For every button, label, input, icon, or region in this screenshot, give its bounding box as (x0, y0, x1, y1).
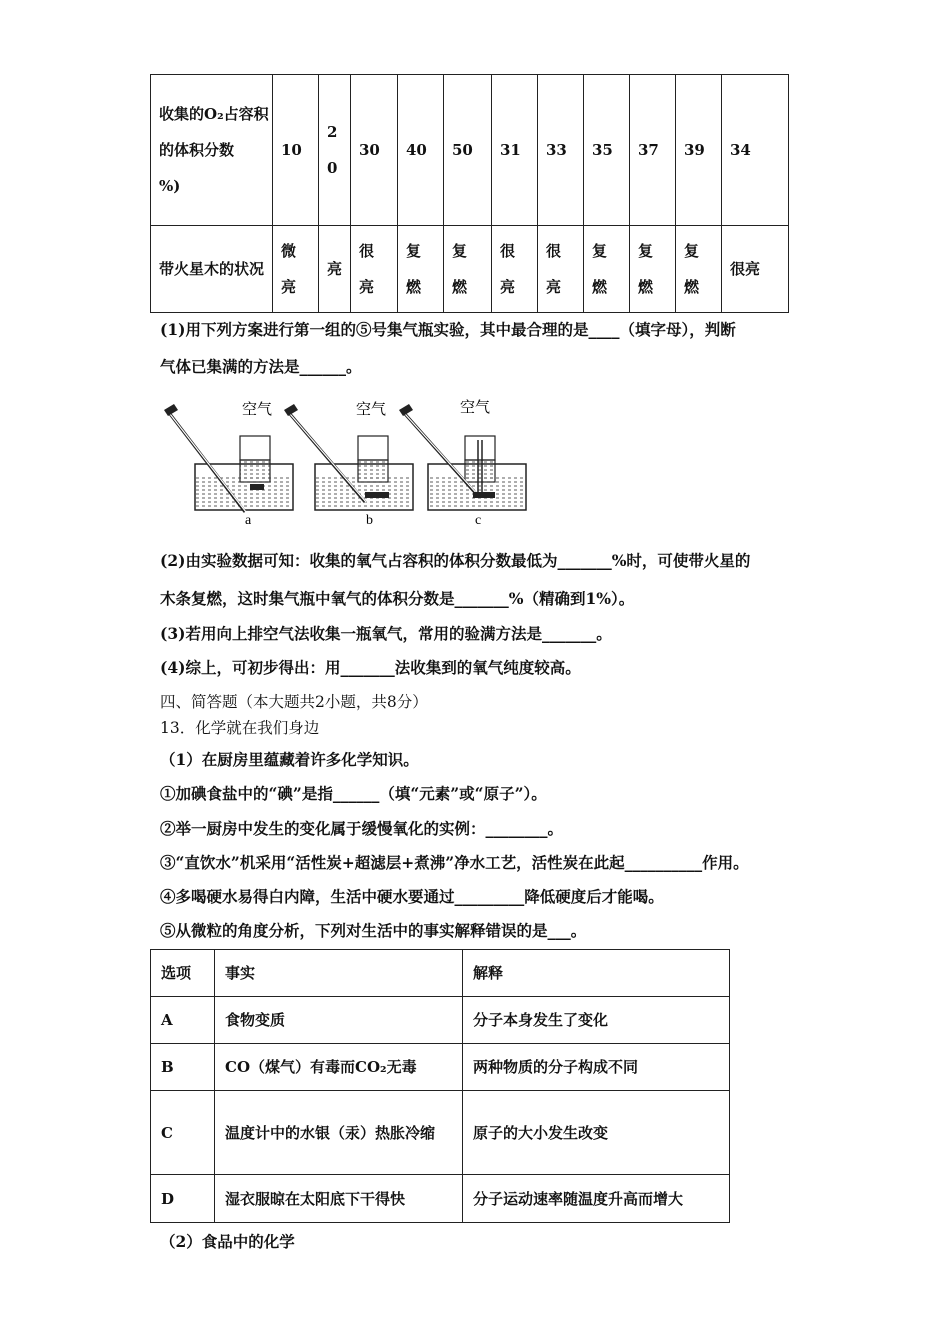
setup-label-b: b (366, 513, 373, 528)
setup-c (399, 398, 526, 528)
value-cell: 30 (351, 75, 398, 226)
air-label: 空气 (356, 401, 387, 418)
question-13-title: 13．化学就在我们身边 (160, 719, 320, 737)
status-cell: 复燃 (676, 226, 722, 313)
explain-cell: 原子的大小发生改变 (463, 1091, 730, 1175)
table-header-row (151, 950, 730, 997)
header-option: 选项 (151, 950, 215, 997)
row-label-line: 的体积分数 (159, 141, 235, 159)
status-cell: 很亮 (722, 226, 789, 313)
table-row (151, 1175, 730, 1223)
value-cell: 35 (584, 75, 630, 226)
fact-cell: 温度计中的水银（汞）热胀冷缩 (215, 1091, 463, 1175)
question-4: (4)综上，可初步得出：用_______法收集到的氧气纯度较高。 (160, 658, 581, 677)
oxygen-data-table (150, 74, 789, 313)
explain-cell: 分子本身发生了变化 (463, 997, 730, 1044)
sub-item-2: ②举一厨房中发生的变化属于缓慢氧化的实例：________。 (160, 819, 564, 838)
row-label-cell (151, 75, 273, 226)
table-row (151, 226, 789, 313)
status-cell: 亮 (319, 226, 351, 313)
sub-item-3: ③“直饮水”机采用“活性炭+超滤层+煮沸”净水工艺，活性炭在此起__________作用。 (160, 853, 749, 872)
question-2-line-2: 木条复燃，这时集气瓶中氧气的体积分数是_______%（精确到1%）。 (160, 589, 635, 608)
status-cell: 复燃 (444, 226, 492, 313)
question-3: (3)若用向上排空气法收集一瓶氧气，常用的验满方法是_______。 (160, 624, 612, 643)
value-cell: 39 (676, 75, 722, 226)
row-label-line: %) (159, 177, 181, 195)
status-cell: 很亮 (492, 226, 538, 313)
question-2-line-1: (2)由实验数据可知：收集的氧气占容积的体积分数最低为_______%时，可使带火星的 (160, 551, 751, 570)
air-label: 空气 (242, 401, 273, 418)
air-label: 空气 (460, 399, 491, 416)
vertical-value: 20 (327, 123, 338, 177)
status-cell: 复燃 (398, 226, 444, 313)
value-cell: 37 (630, 75, 676, 226)
value-cell: 40 (398, 75, 444, 226)
table-row (151, 997, 730, 1044)
fact-cell: 食物变质 (215, 997, 463, 1044)
table-row (151, 1091, 730, 1175)
question-1-line-1: (1)用下列方案进行第一组的⑤号集气瓶实验，其中最合理的是____（填字母），判断 (160, 320, 736, 339)
value-cell: 34 (722, 75, 789, 226)
value-cell: 31 (492, 75, 538, 226)
gas-collection-figure (160, 396, 540, 531)
explain-cell: 两种物质的分子构成不同 (463, 1044, 730, 1091)
option-cell: D (151, 1175, 215, 1223)
row-label-cell: 带火星木的状况 (151, 226, 273, 313)
option-cell: A (151, 997, 215, 1044)
setup-b (284, 400, 413, 528)
question-1-line-2: 气体已集满的方法是______。 (160, 357, 362, 376)
option-cell: B (151, 1044, 215, 1091)
status-cell: 很亮 (351, 226, 398, 313)
fact-cell: 湿衣服晾在太阳底下干得快 (215, 1175, 463, 1223)
row-label-line: 收集的O₂占容积 (159, 105, 269, 123)
status-cell: 微亮 (273, 226, 319, 313)
setup-label-c: c (475, 513, 482, 528)
status-cell: 复燃 (584, 226, 630, 313)
value-cell: 10 (273, 75, 319, 226)
table-row (151, 75, 789, 226)
setup-label-a: a (245, 513, 252, 528)
sub-item-1: ①加碘食盐中的“碘”是指______（填“元素”或“原子”）。 (160, 784, 547, 803)
header-fact: 事实 (215, 950, 463, 997)
section-heading: 四、简答题（本大题共2小题，共8分） (160, 693, 428, 711)
question-13-part-1: （1）在厨房里蕴藏着许多化学知识。 (160, 750, 419, 769)
table-row (151, 1044, 730, 1091)
sub-item-5: ⑤从微粒的角度分析，下列对生活中的事实解释错误的是___。 (160, 921, 587, 940)
sub-item-4: ④多喝硬水易得白内障，生活中硬水要通过_________降低硬度后才能喝。 (160, 887, 664, 906)
header-explain: 解释 (463, 950, 730, 997)
question-13-part-2: （2）食品中的化学 (160, 1232, 295, 1251)
fact-cell: CO（煤气）有毒而CO₂无毒 (215, 1044, 463, 1091)
status-cell: 很亮 (538, 226, 584, 313)
explain-cell: 分子运动速率随温度升高而增大 (463, 1175, 730, 1223)
value-cell (319, 75, 351, 226)
option-cell: C (151, 1091, 215, 1175)
value-cell: 50 (444, 75, 492, 226)
setup-a (164, 400, 293, 528)
explanation-table (150, 949, 730, 1223)
value-cell: 33 (538, 75, 584, 226)
status-cell: 复燃 (630, 226, 676, 313)
